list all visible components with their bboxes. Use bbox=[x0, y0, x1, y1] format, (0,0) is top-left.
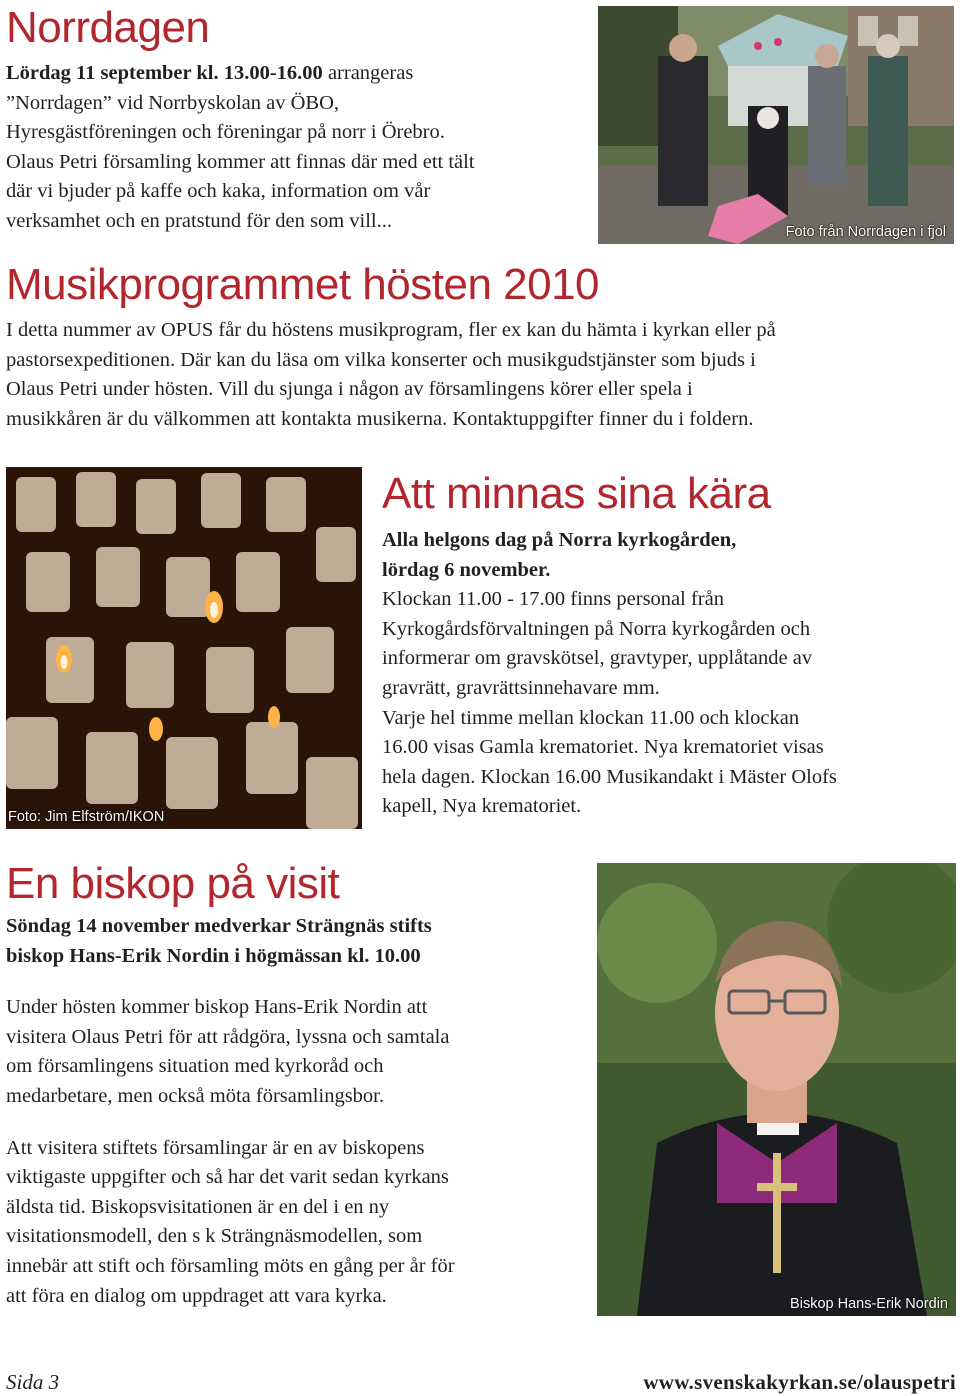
norrdagen-date: Lördag 11 september kl. 13.00-16.00 bbox=[6, 62, 323, 84]
biskop-bold-line: biskop Hans-Erik Nordin i högmässan kl. 10.00 bbox=[6, 944, 421, 967]
musik-line: Olaus Petri under hösten. Vill du sjunga i någon av församlingens körer eller spela i bbox=[6, 378, 693, 401]
minnas-line: Varje hel timme mellan klockan 11.00 och klockan bbox=[382, 706, 800, 729]
minnas-line: informerar om gravskötsel, gravtyper, upplåtande av bbox=[382, 647, 813, 670]
bishop-photo-caption: Biskop Hans-Erik Nordin bbox=[790, 1296, 948, 1312]
page-number: Sida 3 bbox=[6, 1370, 60, 1394]
minnas-line: gravrätt, gravrättsinnehavare mm. bbox=[382, 676, 660, 699]
biskop-para2-line: innebär att stift och församling möts en gång per år för bbox=[6, 1254, 455, 1277]
biskop-para2-line: visitationsmodell, den s k Strängnäsmodellen, som bbox=[6, 1225, 423, 1248]
biskop-para2-line: äldsta tid. Biskopsvisitationen är en del i en ny bbox=[6, 1195, 390, 1218]
norrdagen-line: arrangeras bbox=[322, 62, 414, 84]
norrdagen-line: verksamhet och en pratstund för den som vill... bbox=[6, 209, 392, 232]
bishop-photo bbox=[597, 863, 956, 1316]
biskop-para2-line: viktigaste uppgifter och så har det varit sedan kyrkans bbox=[6, 1166, 449, 1189]
biskop-para1-line: medarbetare, men också möta församlingsbor. bbox=[6, 1084, 384, 1107]
biskop-text bbox=[6, 912, 592, 1311]
biskop-bold-line: Söndag 14 november medverkar Strängnäs stifts bbox=[6, 915, 432, 937]
norrdagen-text bbox=[6, 59, 596, 237]
biskop-para1-line: om församlingens situation med kyrkoråd och bbox=[6, 1055, 384, 1078]
musik-line: I detta nummer av OPUS får du höstens musikprogram, fler ex kan du hämta i kyrkan eller på bbox=[6, 319, 776, 341]
minnas-line: Kyrkogårdsförvaltningen på Norra kyrkogården och bbox=[382, 617, 811, 640]
biskop-para1-line: visitera Olaus Petri för att rådgöra, lyssna och samtala bbox=[6, 1025, 450, 1048]
minnas-line: hela dagen. Klockan 16.00 Musikandakt i Mäster Olofs bbox=[382, 765, 837, 788]
norrdagen-line: där vi bjuder på kaffe och kaka, information om vår bbox=[6, 180, 431, 203]
biskop-para2-line: Att visitera stiftets församlingar är en av biskopens bbox=[6, 1136, 425, 1159]
minnas-text bbox=[382, 526, 956, 822]
norrdagen-photo-caption: Foto från Norrdagen i fjol bbox=[785, 224, 946, 240]
candles-photo bbox=[6, 467, 362, 829]
footer-url[interactable]: www.svenskakyrkan.se/olauspetri bbox=[643, 1370, 956, 1394]
minnas-line: kapell, Nya krematoriet. bbox=[382, 795, 582, 818]
norrdagen-line: Hyresgästföreningen och föreningar på norr i Örebro. bbox=[6, 121, 445, 144]
minnas-bold-line: lördag 6 november. bbox=[382, 558, 551, 581]
minnas-bold-line: Alla helgons dag på Norra kyrkogården, bbox=[382, 529, 737, 551]
biskop-heading: En biskop på visit bbox=[6, 859, 340, 908]
candles-photo-caption: Foto: Jim Elfström/IKON bbox=[8, 809, 165, 825]
minnas-line: 16.00 visas Gamla krematoriet. Nya krematoriet visas bbox=[382, 736, 824, 759]
norrdagen-photo bbox=[598, 6, 954, 244]
musik-line: musikkåren är du välkommen att kontakta musikerna. Kontaktuppgifter finner du i foldern. bbox=[6, 407, 754, 430]
norrdagen-line: Olaus Petri församling kommer att finnas där med ett tält bbox=[6, 150, 475, 173]
minnas-line: Klockan 11.00 - 17.00 finns personal från bbox=[382, 588, 724, 611]
musik-line: pastorsexpeditionen. Där kan du läsa om vilka konserter och musikgudstjänster som bjuds i bbox=[6, 348, 756, 371]
biskop-para1-line: Under hösten kommer biskop Hans-Erik Nordin att bbox=[6, 996, 428, 1019]
musik-text bbox=[6, 316, 956, 434]
biskop-para2-line: att föra en dialog om uppdraget att vara kyrka. bbox=[6, 1284, 387, 1307]
musik-heading: Musikprogrammet hösten 2010 bbox=[6, 260, 600, 309]
norrdagen-heading: Norrdagen bbox=[6, 3, 210, 52]
norrdagen-line: ”Norrdagen” vid Norrbyskolan av ÖBO, bbox=[6, 91, 340, 114]
minnas-heading: Att minnas sina kära bbox=[382, 469, 771, 518]
